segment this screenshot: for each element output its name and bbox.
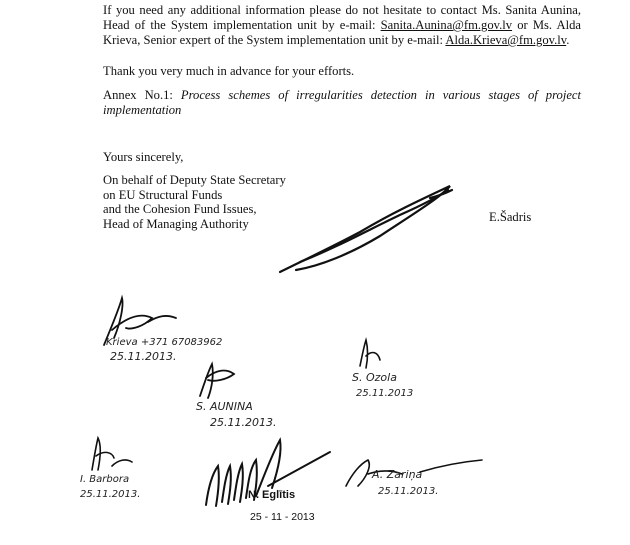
aunina-date: 25.11.2013. [210, 416, 277, 429]
krieva-date: 25.11.2013. [110, 350, 177, 363]
contact-text-3: . [566, 33, 570, 47]
ozola-signature [360, 340, 380, 368]
email-link-krieva[interactable]: Alda.Krieva@fm.gov.lv [445, 33, 567, 47]
barbora-date: 25.11.2013. [80, 489, 141, 500]
eglitis-date: 25 - 11 - 2013 [250, 511, 315, 523]
zarina-date: 25.11.2013. [378, 486, 439, 497]
contact-text-1: If you need any additional information please do not hesitate to contact Ms. Sanita Aunina, Head of the System implementation unit by e-mail: [103, 3, 581, 32]
on-behalf-line: on EU Structural Funds [103, 187, 223, 202]
ozola-date: 25.11.2013 [356, 388, 414, 399]
ozola-name: S. Ozola [352, 371, 397, 384]
contact-text-2: or Ms. Alda Krieva, Senior expert of the System implementation unit by e-mail: [103, 18, 582, 47]
on-behalf-line: Head of Managing Authority [103, 216, 249, 231]
aunina-signature [200, 364, 234, 398]
annex-label: Annex No.1: [103, 88, 181, 102]
email-link-aunina[interactable]: Sanita.Aunina@fm.gov.lv [380, 18, 513, 32]
closing-phrase: Yours sincerely, [103, 150, 184, 164]
barbora-signature [92, 438, 132, 470]
on-behalf-line: On behalf of Deputy State Secretary [103, 173, 286, 187]
krieva-contact: Krieva +371 67083962 [106, 337, 223, 348]
aunina-name: S. AUNINA [196, 400, 253, 413]
eglitis-name: N. Eglītis [248, 489, 296, 501]
main-signature [280, 186, 452, 272]
signer-name: E.Šadris [489, 210, 532, 224]
on-behalf-line: and the Cohesion Fund Issues, [103, 202, 257, 216]
thanks-paragraph: Thank you very much in advance for your efforts. [103, 64, 355, 78]
annex-title: Process schemes of irregularities detection in various stages of project implementation [103, 88, 581, 117]
zarina-name: A. Zariņa [372, 468, 423, 481]
barbora-name: I. Barbora [80, 474, 130, 485]
